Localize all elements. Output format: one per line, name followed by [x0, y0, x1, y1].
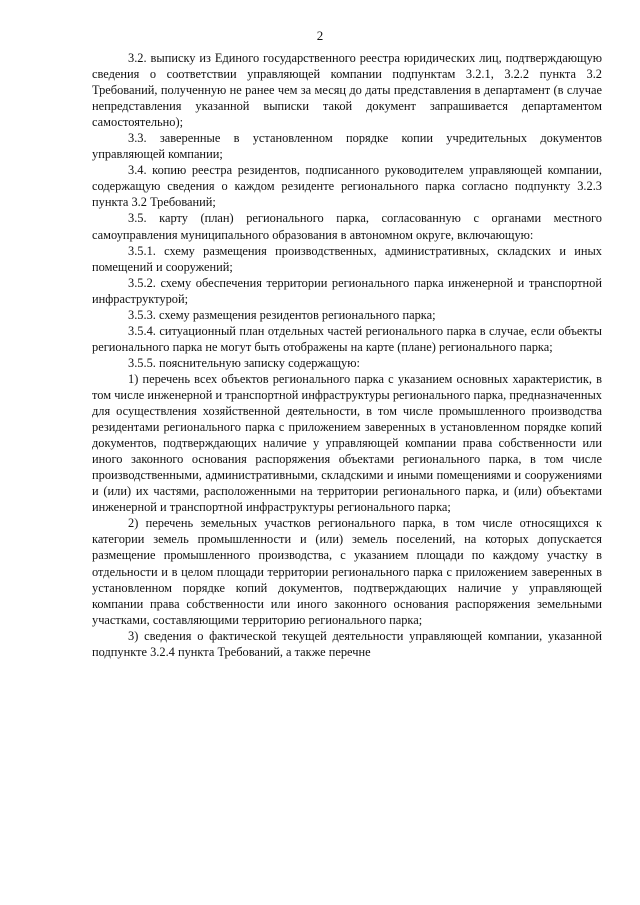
- document-body: [92, 50, 602, 660]
- list-item-2: 2) перечень земельных участков регионального парка, в том числе относящихся к категории земель промышленности и (или) земель поселений, на которых допускается размещение промышленного производства, с указанием площади по каждому участку в отдельности и в целом площади территории регионального парка с приложением заверенных в установленном порядке копий документов, подтверждающих наличие у управляющей компании права собственности или иного законного основания распоряжения земельными участками, составляющими территорию регионального парка;: [92, 516, 602, 627]
- paragraph-3-5-1: 3.5.1. схему размещения производственных, административных, складских и иных помещений и сооружений;: [92, 243, 602, 274]
- paragraph-3-4: 3.4. копию реестра резидентов, подписанного руководителем управляющей компании, содержащую сведения о каждом резиденте регионального парка согласно подпункту 3.2.3 пункта 3.2 Требований;: [92, 163, 602, 210]
- page-number: 2: [316, 28, 324, 43]
- paragraph-3-5-2: 3.5.2. схему обеспечения территории регионального парка инженерной и транспортной инфраструктурой;: [92, 275, 602, 306]
- paragraph-3-2: 3.2. выписку из Единого государственного реестра юридических лиц, подтверждающую сведения о соответствии управляющей компании подпунктам 3.2.1, 3.2.2 пункта 3.2 Требований, полученную не ранее чем за месяц до даты представления в департамент (в случае непредставления указанной выписки такой документ запрашивается департаментом самостоятельно);: [92, 51, 602, 130]
- list-item-1: 1) перечень всех объектов регионального парка с указанием основных характеристик, в том числе инженерной и транспортной инфраструктуры регионального парка, предназначенных для осуществления хозяйственной деятельности, в том числе промышленного производства резидентами регионального парка с приложением заверенных в установленном порядке копий документов, подтверждающих наличие у управляющей компании права собственности или иного законного основания распоряжения объектами регионального парка, в том числе производственными, административными, складскими и иными помещениями и сооружениями и (или) их частями, расположенными на территории регионального парка, и (или) объектами инженерной и транспортной инфраструктуры регионального парка;: [92, 371, 602, 515]
- paragraph-3-5-3: 3.5.3. схему размещения резидентов регионального парка;: [128, 307, 436, 322]
- paragraph-3-3: 3.3. заверенные в установленном порядке копии учредительных документов управляющей компании;: [92, 131, 602, 162]
- paragraph-3-5-5: 3.5.5. пояснительную записку содержащую:: [128, 355, 360, 370]
- paragraph-3-5-4: 3.5.4. ситуационный план отдельных частей регионального парка в случае, если объекты регионального парка не могут быть отображены на карте (плане) регионального парка;: [92, 323, 602, 354]
- paragraph-3-5: 3.5. карту (план) регионального парка, согласованную с органами местного самоуправления муниципального образования в автономном округе, включающую:: [92, 211, 602, 242]
- list-item-3: 3) сведения о фактической текущей деятельности управляющей компании, указанной подпункте 3.2.4 пункта Требований, а также перечне: [92, 628, 602, 659]
